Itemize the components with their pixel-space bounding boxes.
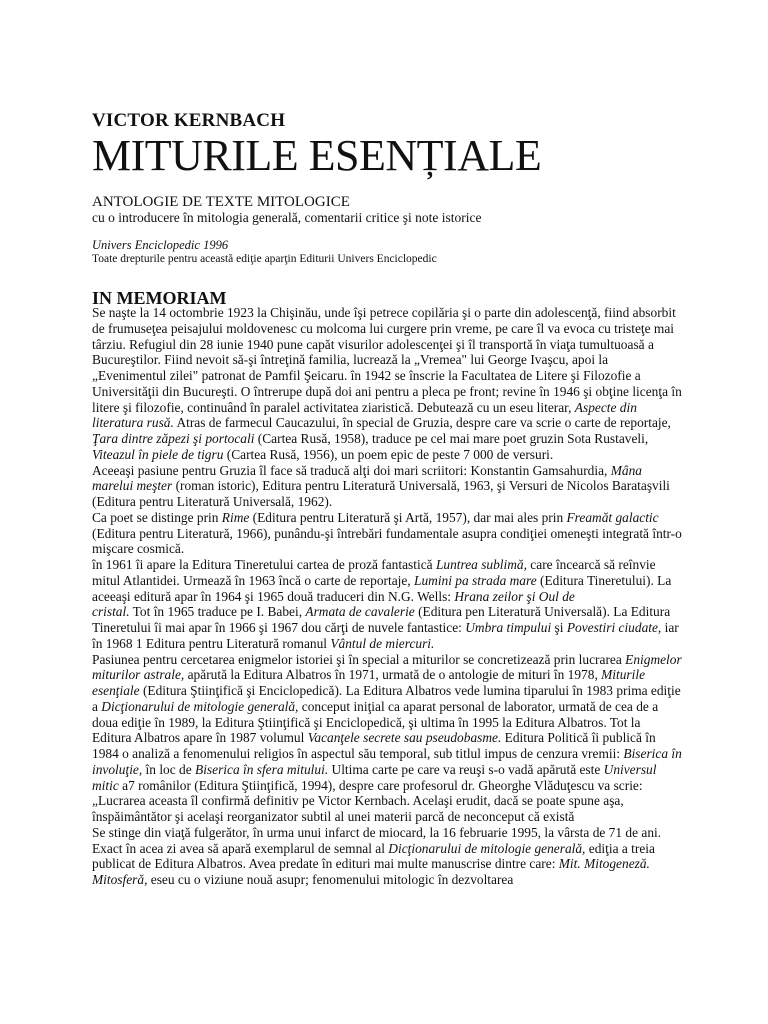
paragraph-3: Ca poet se distinge prin Rime (Editura pentru Literatură şi Artă, 1957), dar mai ales prin Freamăt galactic (Editura pentru Literatură, 1966), punându-şi întrebări fundamentale asupra condiţiei omeneşti integrată într-o mişcare cosmică.: [92, 509, 682, 557]
paragraph-4: în 1961 îi apare la Editura Tineretului cartea de proză fantastică Luntrea sublimă, care încearcă să reînvie mitul Atlantidei. Urmează în 1963 încă o carte de reportaje, Lumini pa strada mare (Editura Tineretului). La aceeaşi editură apar în 1964 şi 1965 două traduceri din N.G. Wells: Hrana zeilor şi Oul de: [92, 557, 672, 604]
section-heading: IN MEMORIAM: [92, 288, 227, 308]
paragraph-5: cristal. Tot în 1965 traduce pe I. Babei, Armata de cavalerie (Editura pen Literatură Universală). La Editura Tineretului îi mai apar în 1966 şi 1967 dou cărţi de nuvele fantastice: Umbra timpului şi Povestiri ciudate, iar în 1968 1 Editura pentru Literatură romanul Vântul de miercuri.: [92, 604, 679, 651]
book-subtitle: ANTOLOGIE DE TEXTE MITOLOGICE: [92, 194, 350, 210]
author-name: VICTOR KERNBACH: [92, 110, 286, 131]
book-subline: cu o introducere în mitologia generală, comentarii critice şi note istorice: [92, 210, 482, 225]
publisher-line: Univers Enciclopedic 1996: [92, 238, 229, 252]
rights-line: Toate drepturile pentru această ediţie aparţin Editurii Univers Enciclopedic: [92, 253, 437, 265]
paragraph-7: Se stinge din viaţă fulgerător, în urma unui infarct de miocard, la 16 februarie 1995, la vârsta de 71 de ani. Exact în acea zi avea să apară exemplarul de semnal al Dicţionarului de mitologie generală, ediţia a treia publicat de Editura Albatros. Avea predate în edituri mai multe manuscrise dintre care: Mit. Mitogeneză. Mitosferă, eseu cu o viziune nouă asupr; fenomenului mitologic în dezvoltarea: [92, 824, 662, 887]
memoriam-body: [92, 305, 682, 888]
book-title: MITURILE ESENȚIALE: [92, 131, 542, 180]
paragraph-2: Aceeaşi pasiune pentru Gruzia îl face să traducă alţi doi mari scriitori: Konstantin Gamsahurdia, Mâna marelui meşter (roman istoric), Editura pentru Literatură Universală, 1963, şi Versuri de Nicolos Barataşvili (Editura pentru Literatură Universală, 1962).: [92, 462, 670, 509]
paragraph-6: Pasiunea pentru cercetarea enigmelor istoriei şi în special a miturilor se concretizează prin lucrarea Enigmelor miturilor astrale, apărută la Editura Albatros în 1971, urmată de o antologie de mituri în 1978, Miturile esenţiale (Editura Ştiinţifică şi Enciclopedică). La Editura Albatros vede lumina tiparului în 1983 prima ediţie a Dicţionarului de mitologie generală, conceput iniţial ca aparat personal de laborator, urmată de cea de a doua ediţie în 1989, la Editura Ştiinţifică şi Enciclopedică, şi ultima în 1995 la Editura Albatros. Tot la Editura Albatros apare în 1987 volumul Vacanţele secrete sau pseudobasme. Editura Politică îi publică în 1984 o analiză a fenomenului religios în aspectul său temporal, sub titlul impus de cenzura vremii: Biserica în involuţie, în loc de Biserica în sfera mitului. Ultima carte pe care va reuşi s-o vadă apărută este Universul mitic a7 românilor (Editura Ştiinţifică, 1994), despre care profesorul dr. Gheorghe Vlăduţescu va scrie: „Lucrarea aceasta îl confirmă definitiv pe Victor Kernbach. Acelaşi erudit, dacă se poate spune aşa, înspăimântător şi acelaşi reorganizator subtil al unei materii parcă de neconceput că există: [92, 651, 682, 824]
paragraph-1: Se naşte la 14 octombrie 1923 la Chişinău, unde îşi petrece copilăria şi o parte din adolescenţă, fiind absorbit de frumuseţea peisajului moldovenesc cu molcoma lui curgere prin vreme, pe care îl va evoca cu tristeţe mai târziu. Refugiul din 28 iunie 1940 pune capăt visurilor adolescenţei şi îl transportă în viaţa tumultuoasă a Bucureştilor. Fiind nevoit să-şi întreţină familia, lucrează la „Vremea" lui George Ivaşcu, apoi la „Evenimentul zilei" patronat de Pamfil Şeicaru. în 1942 se înscrie la Facultatea de Litere şi Filozofie a Universităţii din Bucureşti. O întrerupe după doi ani pentru a pleca pe front; revine în 1946 şi obţine licenţa în litere şi filozofie, continuând în paralel activitatea ziaristică. Debutează cu un eseu literar, Aspecte din literatura rusă. Atras de farmecul Caucazului, în special de Gruzia, despre care va scrie o carte de reportaje, Ţara dintre zăpezi şi portocali (Cartea Rusă, 1958), traduce pe cel mai mare poet gruzin Sota Rustaveli, Viteazul în piele de tigru (Cartea Rusă, 1956), un poem epic de peste 7 000 de versuri.: [92, 305, 682, 462]
